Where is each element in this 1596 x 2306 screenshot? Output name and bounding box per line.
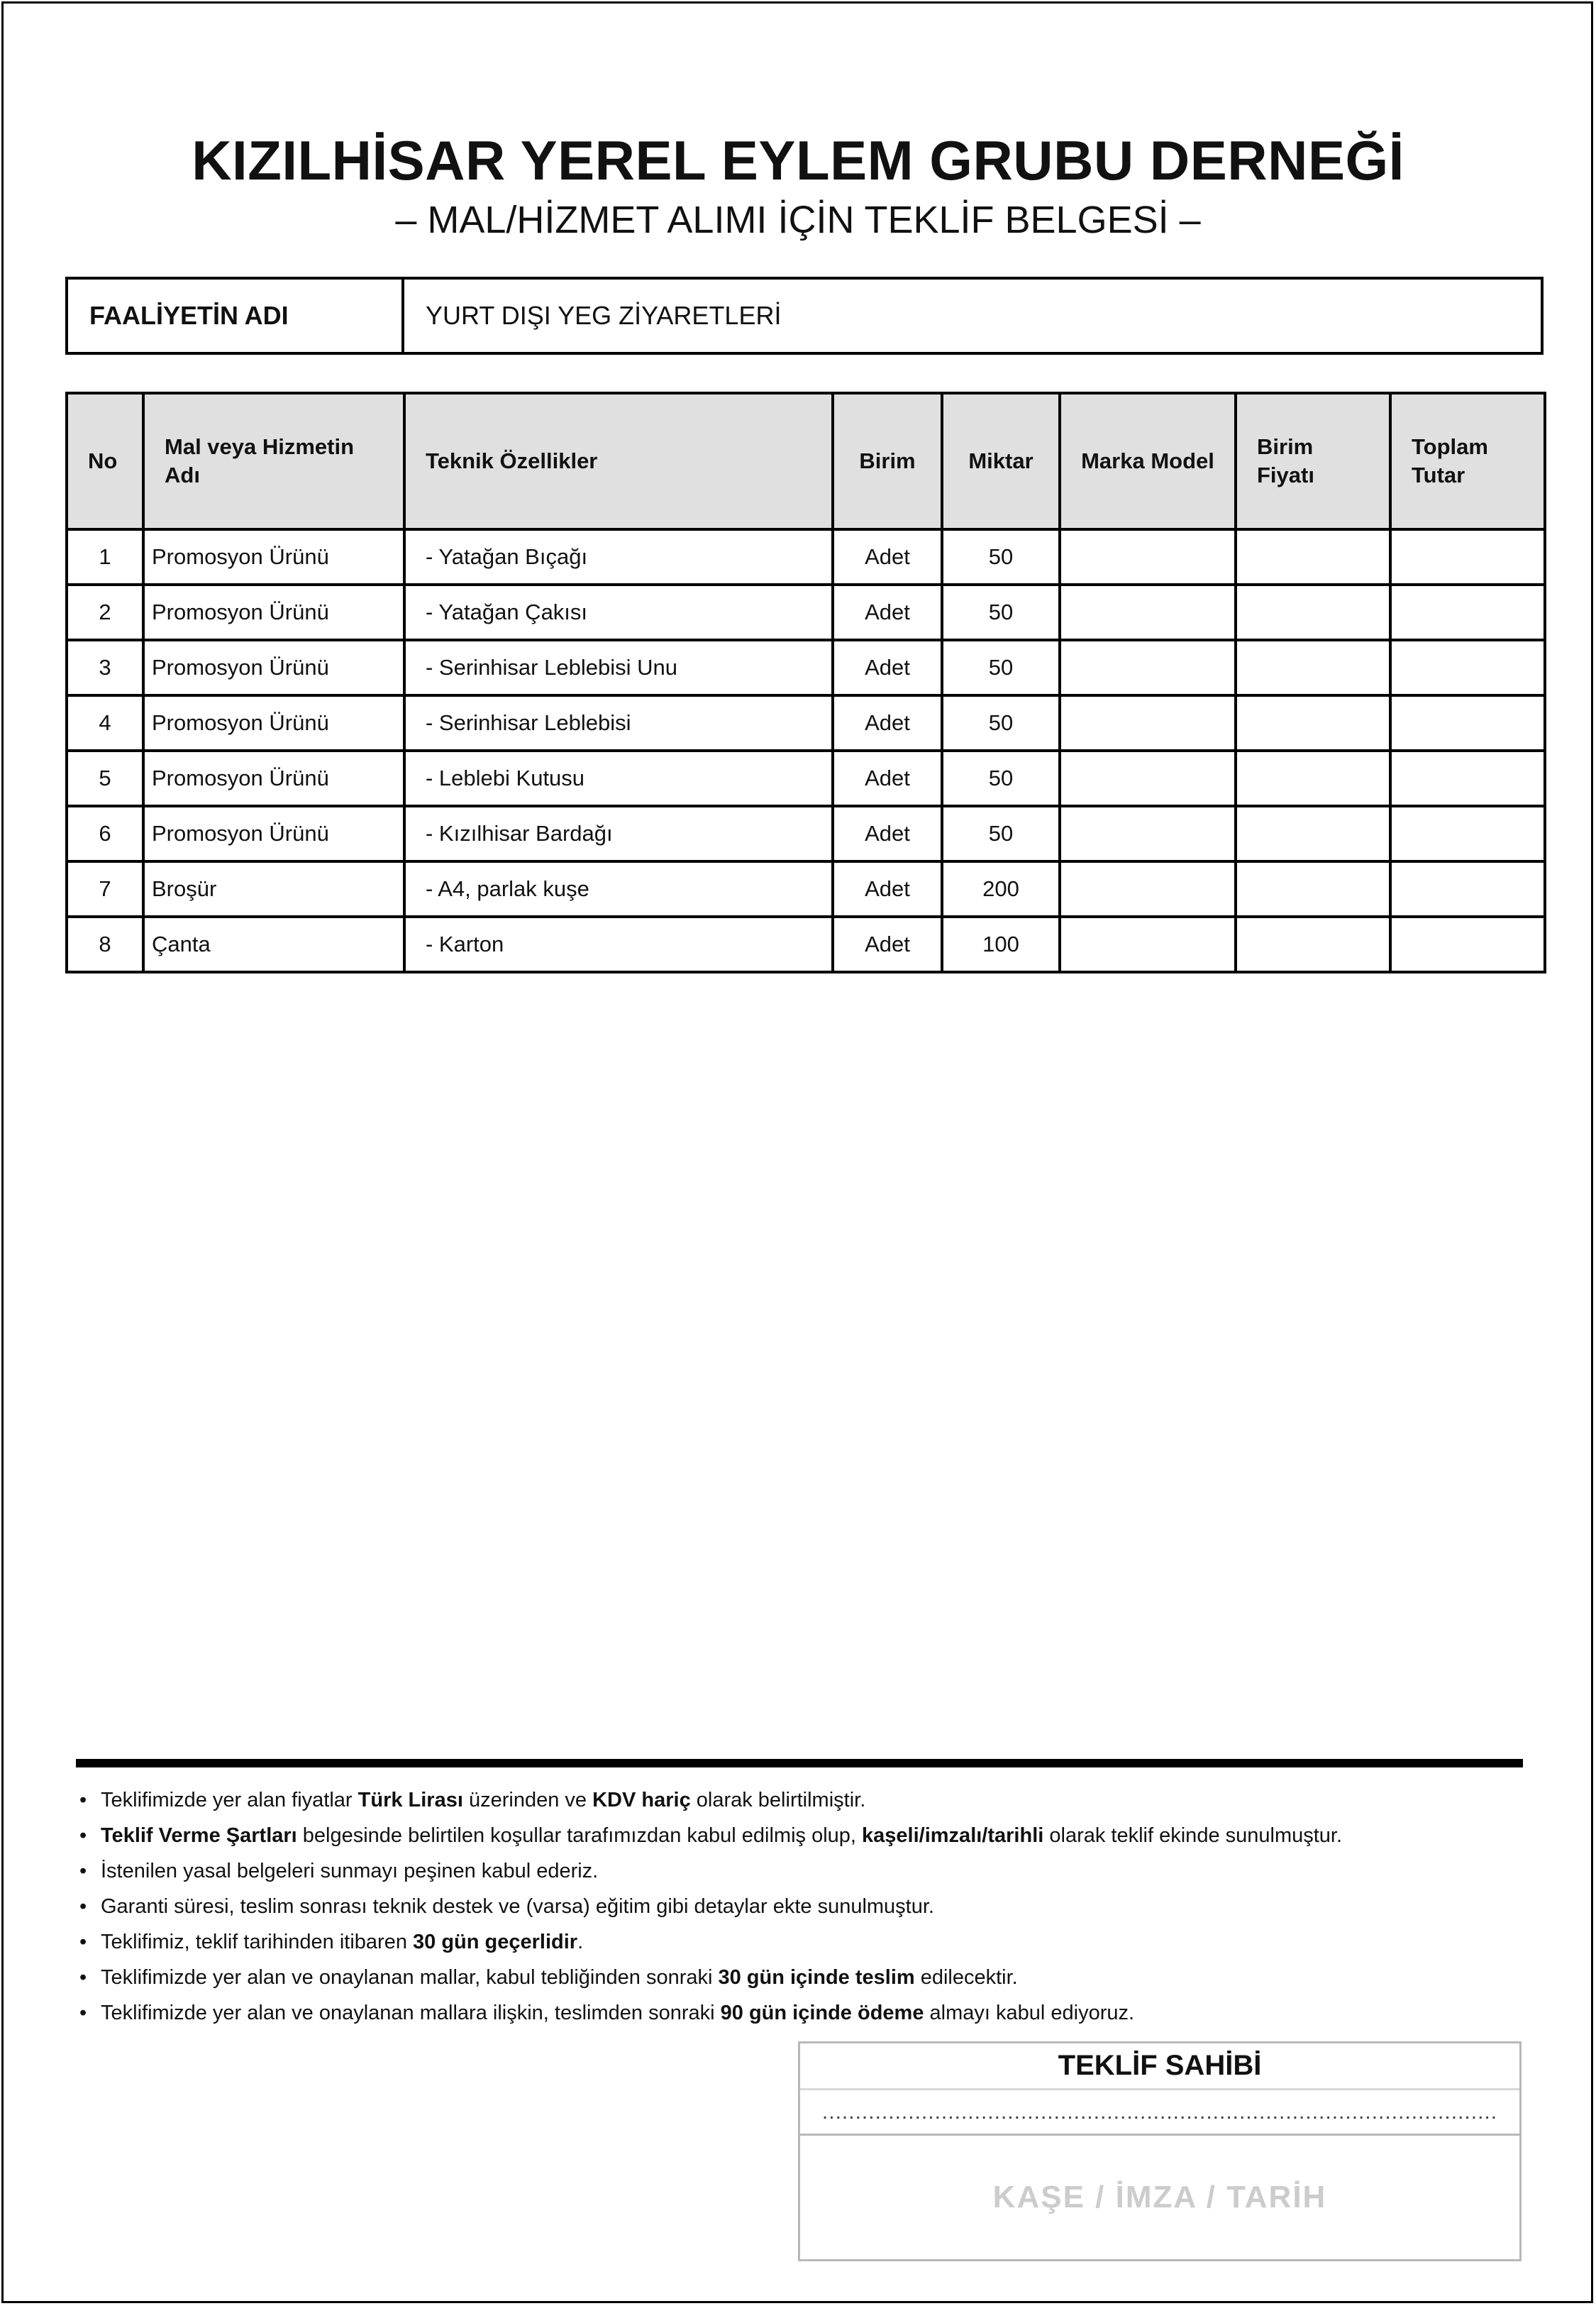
terms-list — [79, 1782, 1519, 2031]
cell-no: 3 — [67, 640, 143, 695]
cell-item-name: Broşür — [143, 861, 404, 917]
cell-brand-model — [1060, 695, 1236, 751]
cell-brand-model — [1060, 529, 1236, 585]
cell-quantity: 50 — [942, 806, 1060, 861]
terms-item: • Teklifimiz, teklif tarihinden itibaren 30 gün geçerlidir. — [79, 1931, 584, 1953]
header-technical-specs: Teknik Özellikler — [404, 393, 833, 529]
cell-unit: Adet — [833, 695, 942, 751]
cell-unit: Adet — [833, 751, 942, 806]
table-row — [67, 861, 1545, 917]
cell-quantity: 50 — [942, 529, 1060, 585]
cell-item-name: Çanta — [143, 917, 404, 972]
cell-quantity: 50 — [942, 585, 1060, 640]
cell-total — [1390, 861, 1545, 917]
cell-technical-spec: - Yatağan Çakısı — [404, 585, 833, 640]
cell-unit-price — [1236, 585, 1390, 640]
document-header — [0, 126, 1596, 244]
signature-title: TEKLİF SAHİBİ — [800, 2043, 1519, 2090]
signature-line: ...................................................................................................... — [800, 2090, 1519, 2136]
items-table — [65, 392, 1546, 973]
cell-unit-price — [1236, 917, 1390, 972]
cell-total — [1390, 806, 1545, 861]
cell-technical-spec: - Kızılhisar Bardağı — [404, 806, 833, 861]
cell-unit-price — [1236, 695, 1390, 751]
cell-unit: Adet — [833, 529, 942, 585]
cell-brand-model — [1060, 806, 1236, 861]
cell-total — [1390, 695, 1545, 751]
activity-value: YURT DIŞI YEG ZİYARETLERİ — [426, 301, 782, 330]
cell-unit-price — [1236, 806, 1390, 861]
cell-unit-price — [1236, 861, 1390, 917]
cell-technical-spec: - Serinhisar Leblebisi — [404, 695, 833, 751]
cell-total — [1390, 529, 1545, 585]
cell-no: 1 — [67, 529, 143, 585]
cell-brand-model — [1060, 585, 1236, 640]
cell-technical-spec: - Leblebi Kutusu — [404, 751, 833, 806]
cell-item-name: Promosyon Ürünü — [143, 695, 404, 751]
cell-unit-price — [1236, 640, 1390, 695]
terms-item: • Teklifimizde yer alan fiyatlar Türk Lirası üzerinden ve KDV hariç olarak belirtilmiştir. — [79, 1789, 866, 1811]
activity-label: FAALİYETİN ADI — [68, 280, 404, 352]
terms-item: • Teklif Verme Şartları belgesinde belirtilen koşullar tarafımızdan kabul edilmiş olup, kaşeli/imzalı/tarihli olarak teklif ekinde sunulmuştur. — [79, 1824, 1343, 1847]
cell-technical-spec: - Yatağan Bıçağı — [404, 529, 833, 585]
document-subtitle: – MAL/HİZMET ALIMI İÇİN TEKLİF BELGESİ – — [395, 199, 1201, 241]
table-row — [67, 917, 1545, 972]
cell-no: 4 — [67, 695, 143, 751]
cell-brand-model — [1060, 917, 1236, 972]
header-item-name: Mal veya Hizmetin Adı — [143, 393, 404, 529]
cell-unit: Adet — [833, 806, 942, 861]
cell-unit-price — [1236, 529, 1390, 585]
activity-box — [65, 277, 1544, 355]
cell-quantity: 50 — [942, 695, 1060, 751]
terms-item: • Teklifimizde yer alan ve onaylanan mallara ilişkin, teslimden sonraki 90 gün içinde ödeme almayı kabul ediyoruz. — [79, 2002, 1135, 2024]
header-total: Toplam Tutar — [1390, 393, 1545, 529]
cell-no: 5 — [67, 751, 143, 806]
cell-item-name: Promosyon Ürünü — [143, 640, 404, 695]
organization-title: KIZILHİSAR YEREL EYLEM GRUBU DERNEĞİ — [192, 129, 1404, 192]
cell-total — [1390, 585, 1545, 640]
cell-total — [1390, 640, 1545, 695]
table-row — [67, 806, 1545, 861]
table-row — [67, 640, 1545, 695]
cell-total — [1390, 751, 1545, 806]
divider-rule — [76, 1759, 1523, 1767]
cell-item-name: Promosyon Ürünü — [143, 585, 404, 640]
table-row — [67, 585, 1545, 640]
stamp-signature-date-label: KAŞE / İMZA / TARİH — [992, 2180, 1327, 2214]
header-quantity: Miktar — [942, 393, 1060, 529]
cell-no: 8 — [67, 917, 143, 972]
cell-technical-spec: - A4, parlak kuşe — [404, 861, 833, 917]
cell-item-name: Promosyon Ürünü — [143, 751, 404, 806]
cell-brand-model — [1060, 861, 1236, 917]
cell-unit: Adet — [833, 861, 942, 917]
cell-total — [1390, 917, 1545, 972]
cell-quantity: 50 — [942, 640, 1060, 695]
cell-no: 7 — [67, 861, 143, 917]
cell-no: 6 — [67, 806, 143, 861]
cell-technical-spec: - Serinhisar Leblebisi Unu — [404, 640, 833, 695]
cell-item-name: Promosyon Ürünü — [143, 806, 404, 861]
cell-quantity: 50 — [942, 751, 1060, 806]
terms-item: • Teklifimizde yer alan ve onaylanan mallar, kabul tebliğinden sonraki 30 gün içinde teslim edilecektir. — [79, 1966, 1018, 1989]
header-brand-model: Marka Model — [1060, 393, 1236, 529]
header-no: No — [67, 393, 143, 529]
table-row — [67, 751, 1545, 806]
cell-unit: Adet — [833, 640, 942, 695]
terms-item: • Garanti süresi, teslim sonrası teknik destek ve (varsa) eğitim gibi detaylar ekte sunulmuştur. — [79, 1895, 934, 1918]
terms-item: • İstenilen yasal belgeleri sunmayı peşinen kabul ederiz. — [79, 1860, 599, 1882]
cell-no: 2 — [67, 585, 143, 640]
table-row — [67, 695, 1545, 751]
cell-brand-model — [1060, 751, 1236, 806]
cell-brand-model — [1060, 640, 1236, 695]
cell-technical-spec: - Karton — [404, 917, 833, 972]
header-unit: Birim — [833, 393, 942, 529]
cell-item-name: Promosyon Ürünü — [143, 529, 404, 585]
cell-unit: Adet — [833, 585, 942, 640]
cell-quantity: 200 — [942, 861, 1060, 917]
signature-box — [798, 2041, 1522, 2261]
cell-unit: Adet — [833, 917, 942, 972]
table-row — [67, 529, 1545, 585]
table-header-row — [67, 393, 1545, 529]
header-unit-price: Birim Fiyatı — [1236, 393, 1390, 529]
cell-unit-price — [1236, 751, 1390, 806]
cell-quantity: 100 — [942, 917, 1060, 972]
